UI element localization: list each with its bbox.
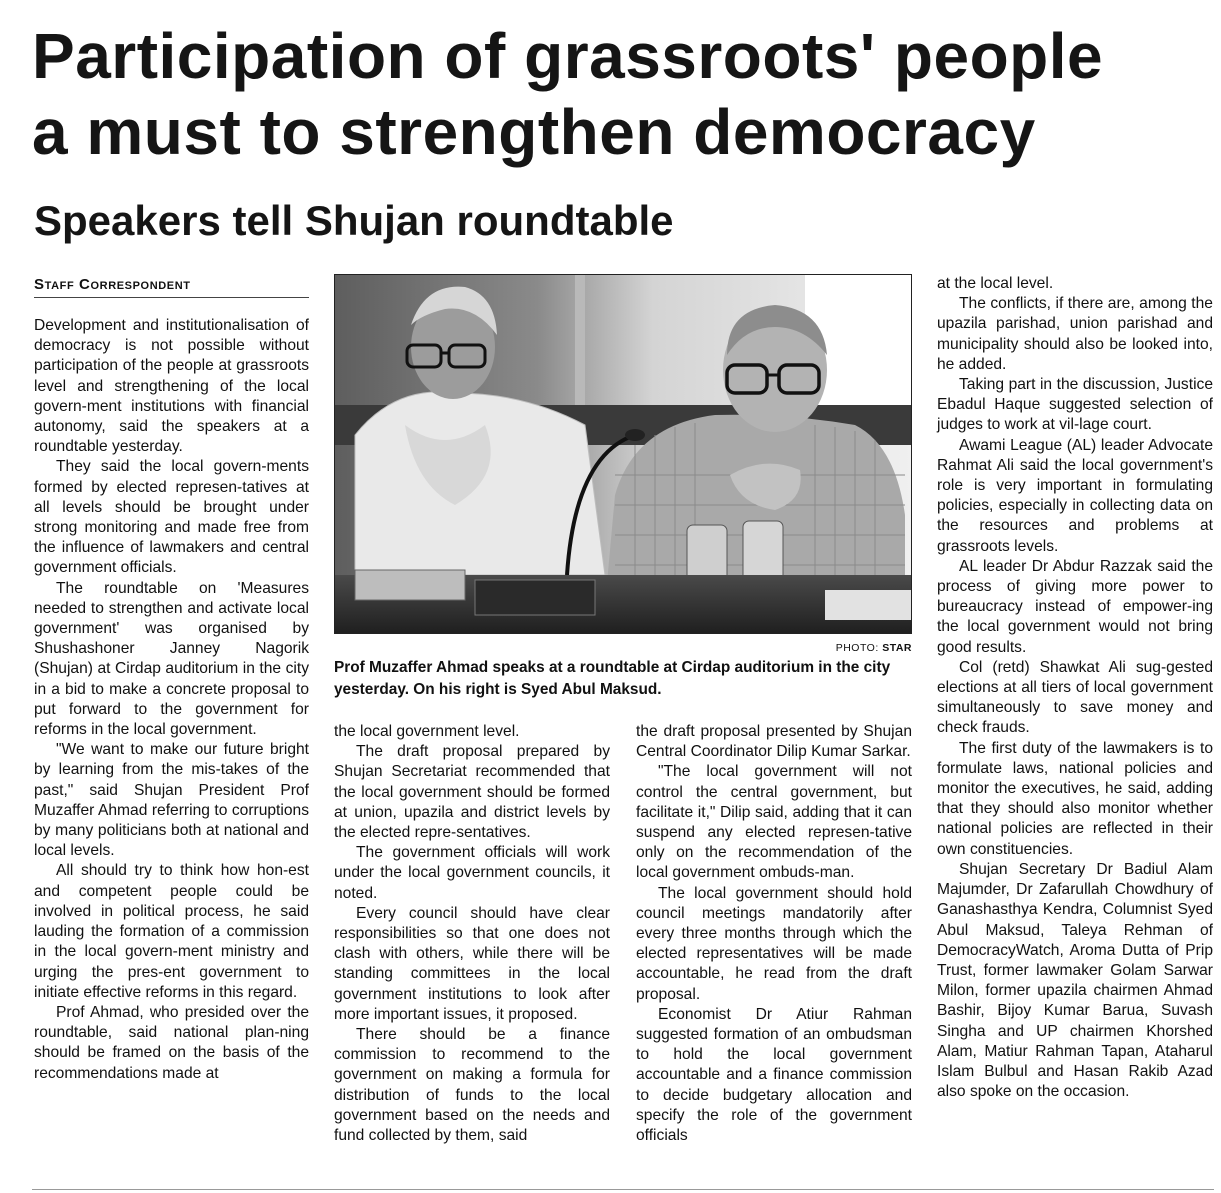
paragraph: "The local government will not control the central government, but facilitate it," Dilip said, adding that it can suspend any elected represen-tative only on the recommendation of the local government ombuds-man. bbox=[636, 763, 912, 882]
paragraph: They said the local govern-ments formed by elected represen-tatives at all levels should be brought under strong monitoring and made free from the influence of lawmakers and central government officials. bbox=[34, 458, 309, 577]
paragraph: the draft proposal presented by Shujan Central Coordinator Dilip Kumar Sarkar. bbox=[636, 723, 912, 761]
paragraph: Every council should have clear responsibilities so that one does not clash with others, while there will be standing committees in the local government institutions to look after more important issues, it proposed. bbox=[334, 904, 610, 1023]
paragraph: Development and institutionalisation of democracy is not possible without participation of the people at grassroots level and strengthening of the local govern-ment institutions with financial autonomy, said the speakers at a roundtable yesterday. bbox=[34, 317, 309, 456]
subheadline: Speakers tell Shujan roundtable bbox=[34, 197, 674, 244]
paragraph: Prof Ahmad, who presided over the roundtable, said national plan-ning should be framed on the basis of the recommendations made at bbox=[34, 1003, 309, 1082]
article-column-3 bbox=[636, 722, 912, 1146]
headline-line-2: a must to strengthen democracy bbox=[32, 96, 1036, 168]
paragraph: Col (retd) Shawkat Ali sug-gested elections at all tiers of local government simultaneously to save money and check frauds. bbox=[937, 658, 1213, 737]
roundtable-photo bbox=[335, 275, 912, 634]
photo-caption: Prof Muzaffer Ahmad speaks at a roundtable at Cirdap auditorium in the city yesterday. On his right is Syed Abul Maksud. bbox=[334, 659, 891, 698]
paragraph: The local government should hold council meetings mandatorily after every three months through which the elected representatives will be made accountable, he read from the draft proposal. bbox=[636, 884, 912, 1003]
paragraph: There should be a finance commission to recommend to the government on making a formula for distribution of funds to the local government based on the needs and fund collected by them, said bbox=[334, 1026, 610, 1145]
paragraph: at the local level. bbox=[937, 275, 1054, 292]
paragraph: Shujan Secretary Dr Badiul Alam Majumder, Dr Zafarullah Chowdhury of Ganashasthya Kendra, Columnist Syed Abul Maksud, Taleya Rehman of DemocracyWatch, Aroma Dutta of Prip Trust, former lawmaker Golam Sarwar Milon, former upazila chairmen Ahmad Bashir, Bijoy Kumar Barua, Suvash Singha and UP chairmen Khorshed Alam, Matiur Rahman Tapan, Ataharul Islam Bulbul and Hasan Rakib Azad also spoke on the occasion. bbox=[937, 860, 1213, 1101]
paragraph: Taking part in the discussion, Justice Ebadul Haque suggested selection of judges to work at vil-lage court. bbox=[937, 376, 1213, 434]
article-column-1 bbox=[34, 316, 309, 1084]
photo-credit-source: STAR bbox=[882, 642, 912, 654]
paragraph: The roundtable on 'Measures needed to strengthen and activate local government' was organised by Shushashoner Janney Nagorik (Shujan) at Cirdap auditorium in the city in a bid to make a concrete proposal to put forward to the government for reforms in the local government. bbox=[34, 579, 309, 739]
paragraph: the local government level. bbox=[334, 723, 520, 740]
headline bbox=[32, 18, 1212, 170]
paragraph: The conflicts, if there are, among the upazila parishad, union parishad and municipality should also be looked into, he added. bbox=[937, 295, 1213, 373]
byline-text: Staff Correspondent bbox=[34, 276, 191, 293]
paragraph: Economist Dr Atiur Rahman suggested formation of an ombudsman to hold the local government accountable and a finance commission to decide budgetary allocation and specify the role of the government officials bbox=[636, 1005, 912, 1145]
photo-credit bbox=[700, 642, 912, 654]
paragraph: "We want to make our future bright by learning from the mis-takes of the past," said Shujan President Prof Muzaffer Ahmad referring to corruptions by many politicians both at national and local levels. bbox=[34, 741, 309, 860]
paragraph: All should try to think how hon-est and competent people could be involved in political process, he said lauding the formation of a commission in the local govern-ment ministry and urging the pres-ent government to initiate effective reforms in this regard. bbox=[34, 862, 309, 1001]
paragraph: AL leader Dr Abdur Razzak said the process of giving more power to bureaucracy instead of empower-ing the local government would not bring good results. bbox=[937, 557, 1213, 656]
news-photo bbox=[334, 274, 912, 634]
paragraph: The first duty of the lawmakers is to formulate laws, national policies and monitor the executives, he said, adding that they should also monitor whether national policies are reflected in their own constituencies. bbox=[937, 739, 1213, 858]
bottom-rule bbox=[32, 1189, 1214, 1190]
paragraph: The government officials will work under the local government councils, it noted. bbox=[334, 844, 610, 902]
paragraph: Awami League (AL) leader Advocate Rahmat Ali said the local government's role is very important in formulating policies, especially in collecting data on the resources and problems at grassroots levels. bbox=[937, 436, 1213, 555]
article-column-4 bbox=[937, 274, 1213, 1102]
article-column-2 bbox=[334, 722, 610, 1146]
headline-line-1: Participation of grassroots' people bbox=[32, 20, 1104, 92]
paragraph: The draft proposal prepared by Shujan Secretariat recommended that the local government should be formed at union, upazila and district levels by the elected repre-sentatives. bbox=[334, 743, 610, 842]
photo-credit-label: PHOTO: bbox=[835, 642, 879, 654]
byline bbox=[34, 276, 309, 298]
